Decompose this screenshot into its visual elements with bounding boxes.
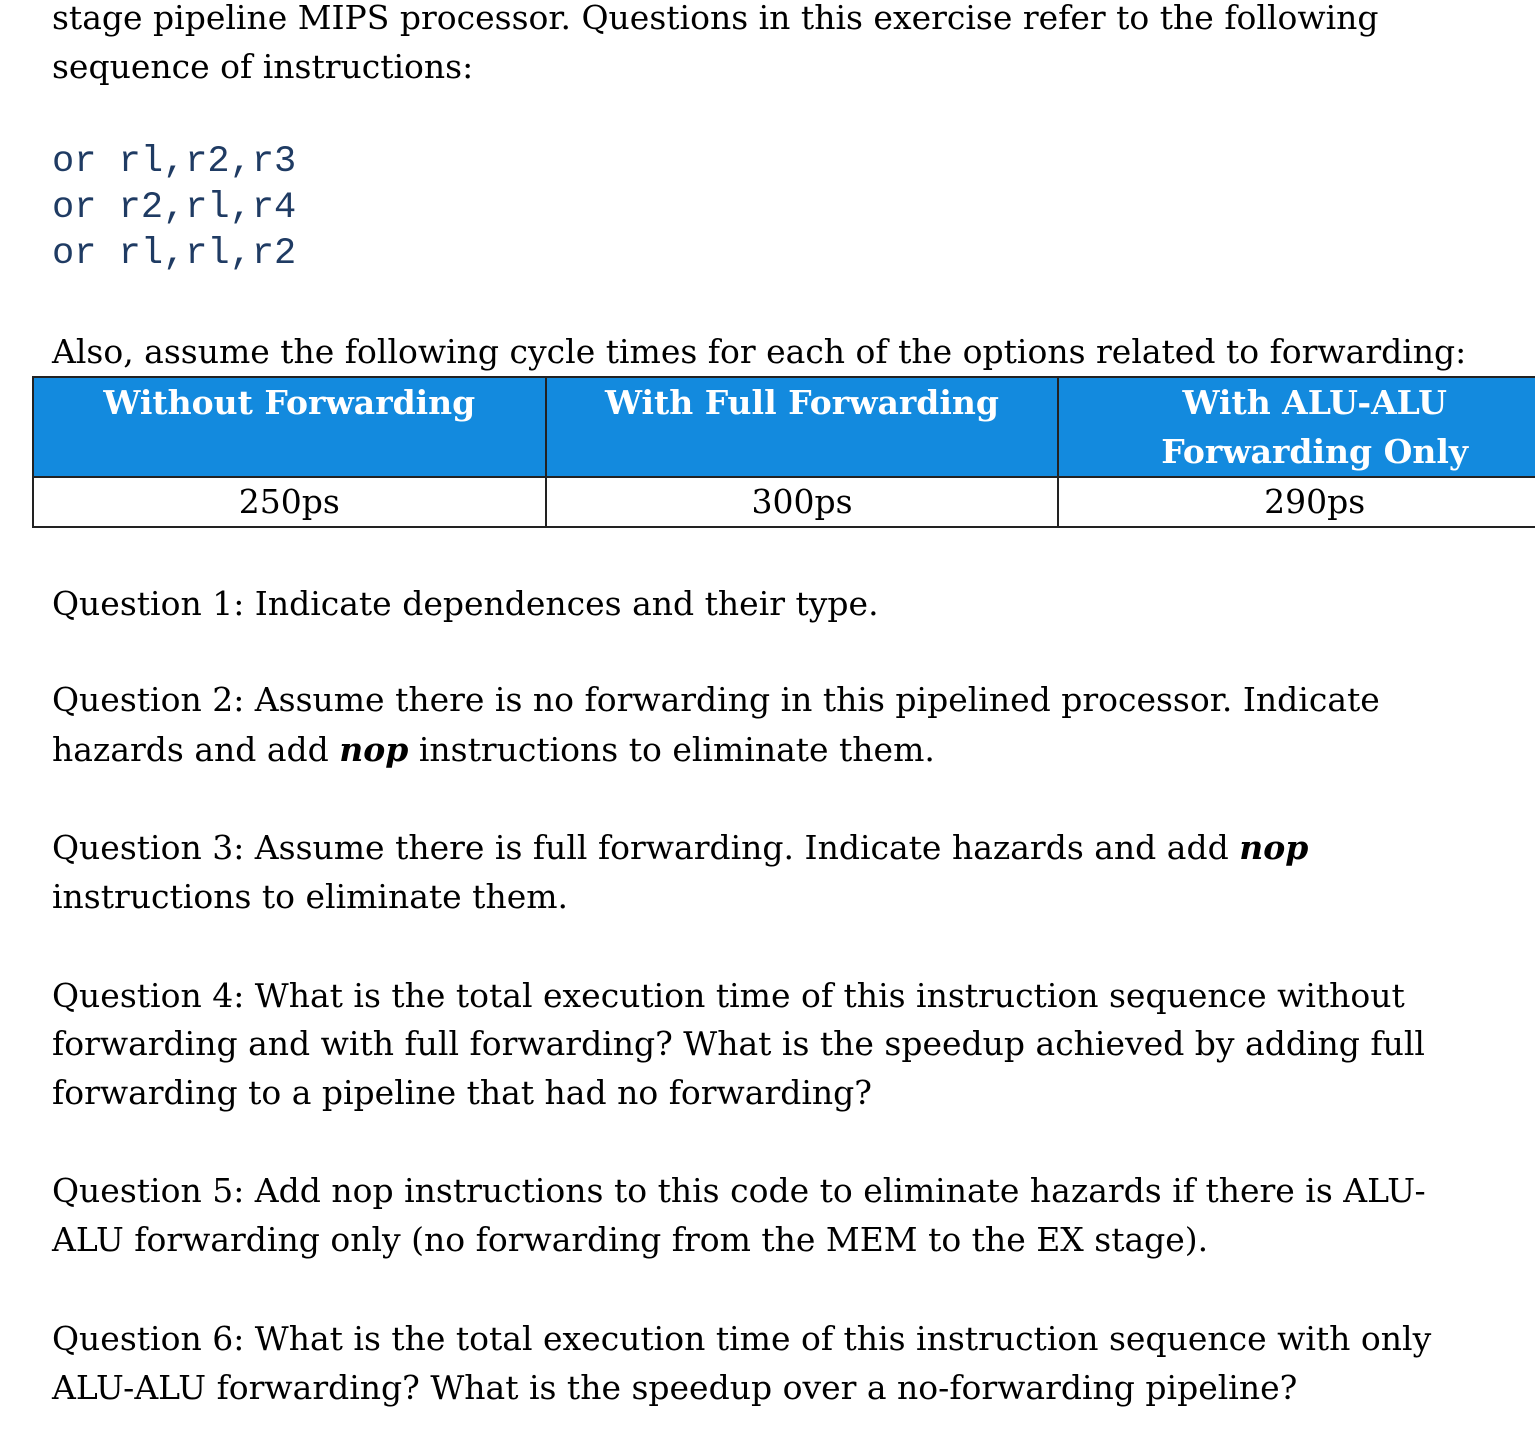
question-5-line-2: ALU forwarding only (no forwarding from the MEM to the EX stage). bbox=[52, 1220, 1209, 1259]
table-header-row bbox=[33, 377, 1535, 477]
code-line-3: or rl,rl,r2 bbox=[52, 233, 297, 275]
nop-emphasis: nop bbox=[1239, 828, 1309, 867]
question-1: Question 1: Indicate dependences and their type. bbox=[52, 584, 879, 623]
code-line-2: or r2,rl,r4 bbox=[52, 187, 297, 229]
nop-emphasis: nop bbox=[339, 730, 409, 769]
text: instructions to eliminate them. bbox=[408, 730, 935, 769]
header-alu-alu-forwarding: With ALU-ALU Forwarding Only bbox=[1058, 377, 1535, 477]
intro-line-1: stage pipeline MIPS processor. Questions in this exercise refer to the following bbox=[52, 0, 1379, 37]
value-full-forwarding: 300ps bbox=[546, 477, 1059, 527]
question-6-line-1: Question 6: What is the total execution time of this instruction sequence with only bbox=[52, 1319, 1432, 1358]
text: hazards and add bbox=[52, 730, 340, 769]
question-4-line-2: forwarding and with full forwarding? What is the speedup achieved by adding full bbox=[52, 1024, 1425, 1063]
text: Question 3: Assume there is full forwarding. Indicate hazards and add bbox=[52, 828, 1240, 867]
value-without-forwarding: 250ps bbox=[33, 477, 546, 527]
question-2-line-2 bbox=[52, 726, 935, 774]
question-6-line-2: ALU-ALU forwarding? What is the speedup over a no-forwarding pipeline? bbox=[52, 1368, 1298, 1407]
intro-line-2: sequence of instructions: bbox=[52, 47, 474, 86]
question-3-line-2: instructions to eliminate them. bbox=[52, 877, 569, 916]
question-4-line-3: forwarding to a pipeline that had no forwarding? bbox=[52, 1073, 872, 1112]
question-3-line-1 bbox=[52, 824, 1308, 872]
table-row bbox=[33, 477, 1535, 527]
question-4-line-1: Question 4: What is the total execution time of this instruction sequence without bbox=[52, 976, 1405, 1015]
question-2-line-1: Question 2: Assume there is no forwarding in this pipelined processor. Indicate bbox=[52, 680, 1380, 719]
question-5-line-1: Question 5: Add nop instructions to this code to eliminate hazards if there is ALU- bbox=[52, 1171, 1426, 1210]
header-without-forwarding: Without Forwarding bbox=[33, 377, 546, 477]
value-alu-alu-forwarding: 290ps bbox=[1058, 477, 1535, 527]
table-intro: Also, assume the following cycle times for each of the options related to forwarding: bbox=[52, 332, 1467, 371]
header-full-forwarding: With Full Forwarding bbox=[546, 377, 1059, 477]
code-line-1: or rl,r2,r3 bbox=[52, 141, 297, 183]
cycle-times-table bbox=[32, 376, 1535, 528]
